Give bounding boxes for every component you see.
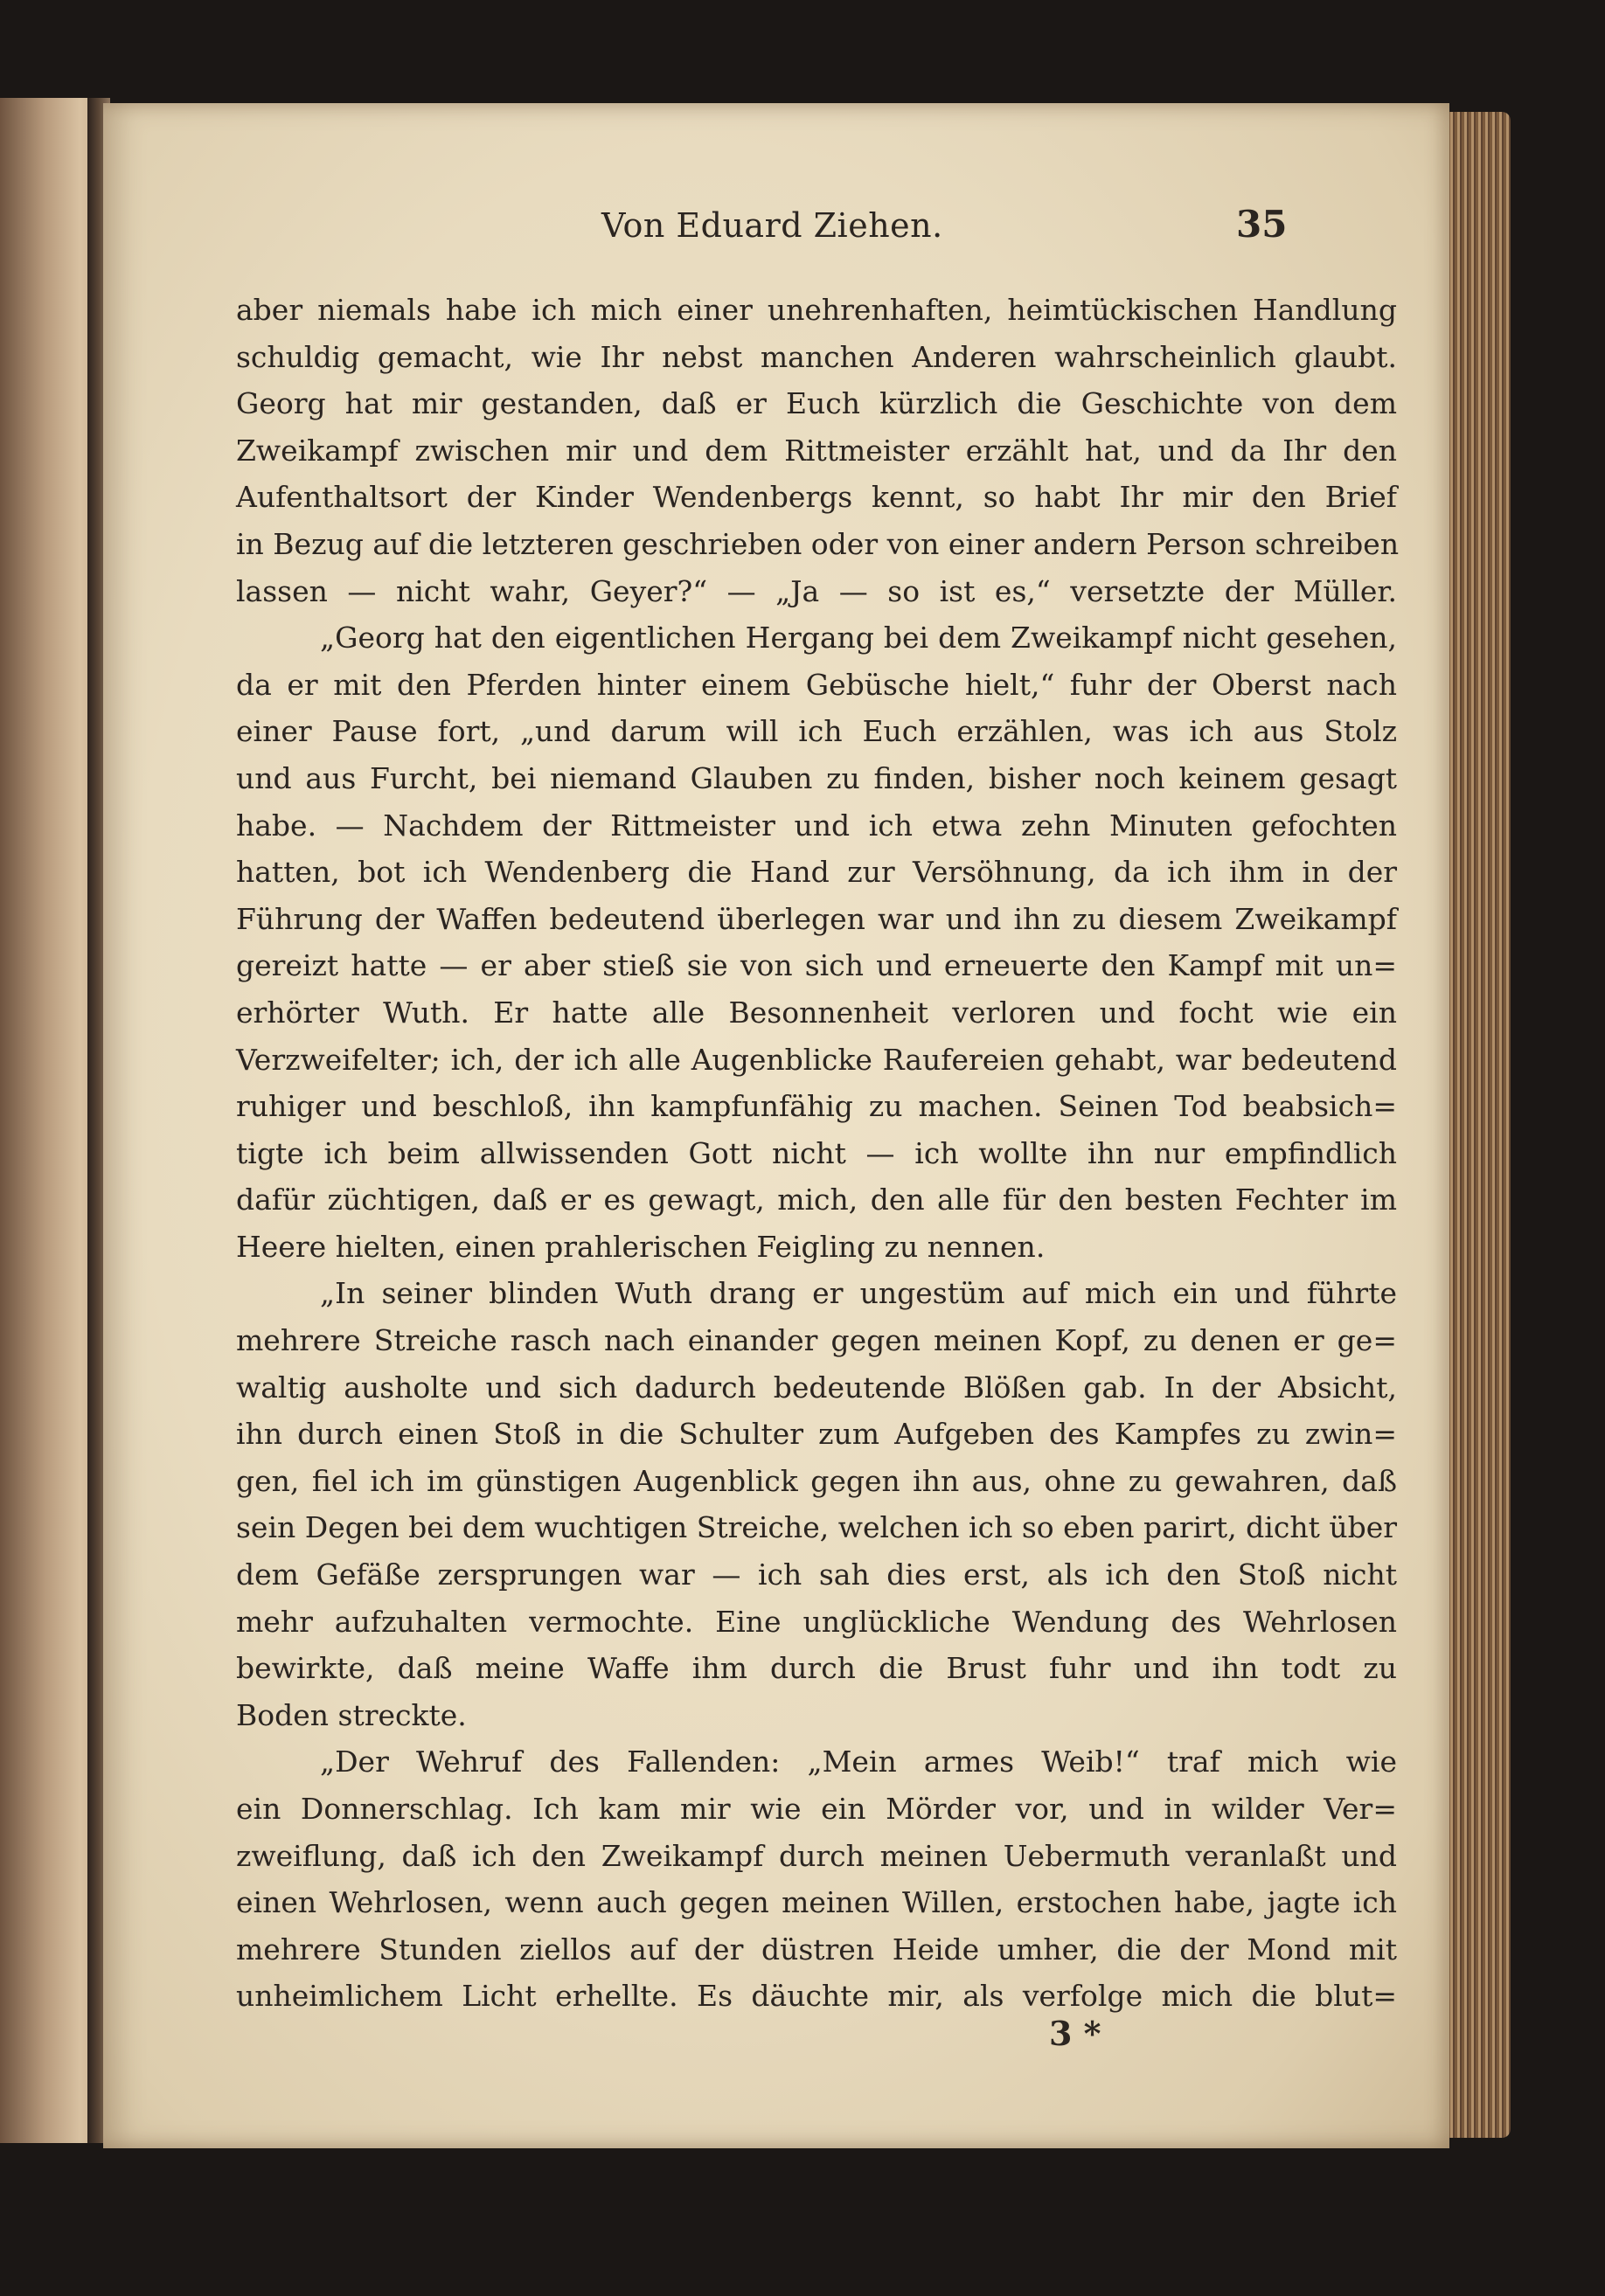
text-line: Führung der Waffen bedeutend überlegen war und ihn zu diesem Zweikampf bbox=[236, 901, 1397, 936]
text-line: da er mit den Pferden hinter einem Gebüsche hielt,“ fuhr der Oberst nach bbox=[236, 667, 1397, 702]
text-line: dafür züchtigen, daß er es gewagt, mich, den alle für den besten Fechter im bbox=[236, 1183, 1397, 1217]
text-line: aber niemals habe ich mich einer unehrenhaften, heimtückischen Handlung bbox=[236, 293, 1397, 327]
text-line: ruhiger und beschloß, ihn kampfunfähig zu machen. Seinen Tod beabsich= bbox=[236, 1089, 1397, 1124]
body-text bbox=[236, 287, 1400, 2020]
text-line: Zweikampf zwischen mir und dem Rittmeister erzählt hat, und da Ihr den bbox=[236, 433, 1397, 468]
book-page bbox=[103, 103, 1449, 2148]
text-line: einer Pause fort, „und darum will ich Euch erzählen, was ich aus Stolz bbox=[236, 714, 1397, 749]
text-line: Heere hielten, einen prahlerischen Feigling zu nennen. bbox=[236, 1229, 1046, 1264]
text-line: mehrere Streiche rasch nach einander gegen meinen Kopf, zu denen er ge= bbox=[236, 1323, 1397, 1358]
text-line: Georg hat mir gestanden, daß er Euch kürzlich die Geschichte von dem bbox=[236, 386, 1397, 421]
text-line: dem Gefäße zersprungen war — ich sah dies erst, als ich den Stoß nicht bbox=[236, 1557, 1397, 1592]
left-page-edge bbox=[0, 98, 101, 2143]
text-line: „Der Wehruf des Fallenden: „Mein armes Weib!“ traf mich wie bbox=[320, 1745, 1397, 1779]
text-line: ein Donnerschlag. Ich kam mir wie ein Mörder vor, und in wilder Ver= bbox=[236, 1792, 1397, 1826]
text-line: schuldig gemacht, wie Ihr nebst manchen Anderen wahrscheinlich glaubt. bbox=[236, 339, 1397, 374]
text-line: gereizt hatte — er aber stieß sie von sich und erneuerte den Kampf mit un= bbox=[236, 948, 1397, 983]
text-line: erhörter Wuth. Er hatte alle Besonnenheit verloren und focht wie ein bbox=[236, 995, 1397, 1030]
text-line: gen, fiel ich im günstigen Augenblick gegen ihn aus, ohne zu gewahren, daß bbox=[236, 1463, 1397, 1498]
text-line: Aufenthaltsort der Kinder Wendenbergs kennt, so habt Ihr mir den Brief bbox=[236, 480, 1397, 515]
text-line: lassen — nicht wahr, Geyer?“ — „Ja — so ist es,“ versetzte der Müller. bbox=[236, 573, 1397, 608]
text-line: hatten, bot ich Wendenberg die Hand zur Versöhnung, da ich ihm in der bbox=[236, 855, 1397, 890]
text-line: in Bezug auf die letzteren geschrieben oder von einer andern Person schreiben bbox=[236, 526, 1400, 561]
text-line: tigte ich beim allwissenden Gott nicht — ich wollte ihn nur empfindlich bbox=[236, 1135, 1397, 1170]
text-line: Verzweifelter; ich, der ich alle Augenblicke Raufereien gehabt, war bedeutend bbox=[236, 1042, 1397, 1077]
text-line: sein Degen bei dem wuchtigen Streiche, welchen ich so eben parirt, dicht über bbox=[236, 1510, 1398, 1545]
text-line: einen Wehrlosen, wenn auch gegen meinen Willen, erstochen habe, jagte ich bbox=[236, 1885, 1397, 1920]
text-line: habe. — Nachdem der Rittmeister und ich etwa zehn Minuten gefochten bbox=[236, 808, 1397, 843]
text-line: mehr aufzuhalten vermochte. Eine unglückliche Wendung des Wehrlosen bbox=[236, 1604, 1397, 1639]
text-line: „Georg hat den eigentlichen Hergang bei dem Zweikampf nicht gesehen, bbox=[320, 621, 1397, 656]
text-line: mehrere Stunden ziellos auf der düstren Heide umher, die der Mond mit bbox=[236, 1932, 1397, 1967]
text-line: bewirkte, daß meine Waffe ihm durch die Brust fuhr und ihn todt zu bbox=[236, 1651, 1397, 1686]
signature-mark: 3 * bbox=[1049, 2014, 1101, 2053]
text-line: und aus Furcht, bei niemand Glauben zu finden, bisher noch keinem gesagt bbox=[236, 760, 1397, 795]
text-line: ihn durch einen Stoß in die Schulter zum Aufgeben des Kampfes zu zwin= bbox=[236, 1417, 1397, 1452]
running-head bbox=[103, 203, 1449, 259]
text-line: Boden streckte. bbox=[236, 1697, 467, 1732]
page-edges bbox=[1441, 112, 1511, 2138]
page-number: 35 bbox=[1236, 203, 1288, 246]
text-line: unheimlichem Licht erhellte. Es däuchte mir, als verfolge mich die blut= bbox=[236, 1979, 1397, 2014]
text-line: waltig ausholte und sich dadurch bedeutende Blößen gab. In der Absicht, bbox=[236, 1370, 1397, 1405]
running-title: Von Eduard Ziehen. bbox=[601, 206, 943, 245]
text-line: „In seiner blinden Wuth drang er ungestüm auf mich ein und führte bbox=[320, 1276, 1397, 1311]
text-line: zweiflung, daß ich den Zweikampf durch meinen Uebermuth veranlaßt und bbox=[236, 1838, 1397, 1873]
